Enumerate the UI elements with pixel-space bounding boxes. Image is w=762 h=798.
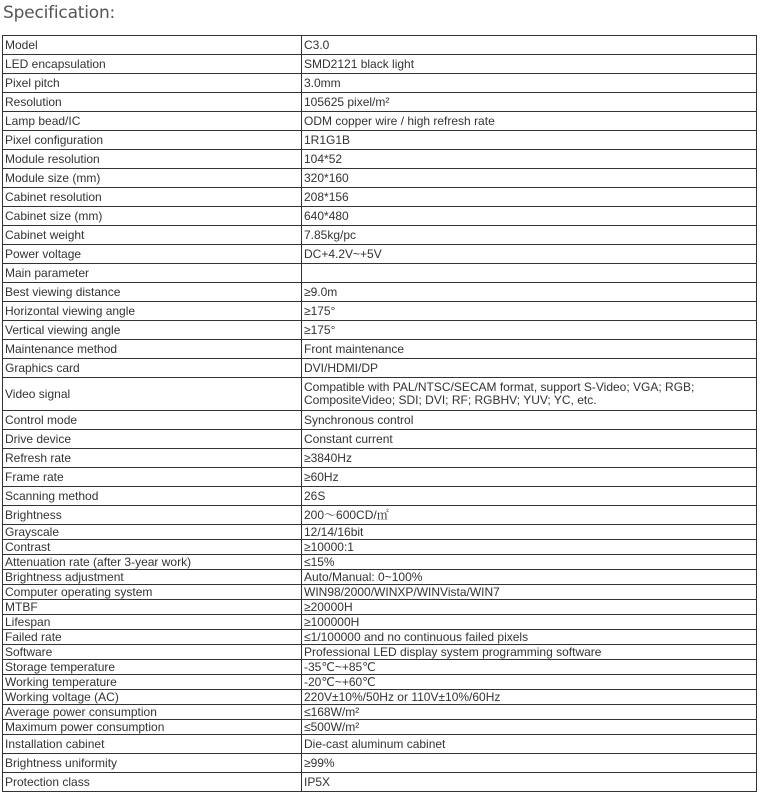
table-row: [3, 705, 757, 720]
spec-label: Maintenance method: [3, 340, 302, 359]
spec-value: ≥60Hz: [302, 468, 757, 487]
table-row: [3, 645, 757, 660]
spec-label: Cabinet resolution: [3, 188, 302, 207]
spec-label: Installation cabinet: [3, 735, 302, 754]
table-row: [3, 430, 757, 449]
spec-label: Power voltage: [3, 245, 302, 264]
table-row: [3, 773, 757, 792]
spec-value: 105625 pixel/m²: [302, 93, 757, 112]
spec-label: LED encapsulation: [3, 55, 302, 74]
table-row: [3, 615, 757, 630]
table-row: [3, 226, 757, 245]
spec-label: Drive device: [3, 430, 302, 449]
spec-label: Software: [3, 645, 302, 660]
table-row: [3, 74, 757, 93]
table-row: [3, 150, 757, 169]
table-row: [3, 112, 757, 131]
spec-value: [302, 264, 757, 283]
spec-label: Cabinet weight: [3, 226, 302, 245]
spec-value: Auto/Manual: 0~100%: [302, 570, 757, 585]
table-row: [3, 188, 757, 207]
table-row: [3, 131, 757, 150]
table-row: [3, 570, 757, 585]
spec-value: ≥9.0m: [302, 283, 757, 302]
spec-label: Pixel pitch: [3, 74, 302, 93]
spec-value: Synchronous control: [302, 411, 757, 430]
table-row: [3, 630, 757, 645]
spec-value: 1R1G1B: [302, 131, 757, 150]
spec-value: Compatible with PAL/NTSC/SECAM format, support S-Video; VGA; RGB; CompositeVideo; SDI; DVI; RF; RGBHV; YUV; YC, etc.: [302, 378, 757, 411]
table-row: [3, 321, 757, 340]
spec-value: ≥99%: [302, 754, 757, 773]
spec-value: -35℃~+85℃: [302, 660, 757, 675]
spec-value: 320*160: [302, 169, 757, 188]
spec-value: ≤500W/m²: [302, 720, 757, 735]
spec-value: 26S: [302, 487, 757, 506]
spec-value: 640*480: [302, 207, 757, 226]
table-row: [3, 264, 757, 283]
table-row: [3, 449, 757, 468]
table-row: [3, 600, 757, 615]
table-row: [3, 585, 757, 600]
spec-value: Constant current: [302, 430, 757, 449]
spec-value: 104*52: [302, 150, 757, 169]
spec-value: 208*156: [302, 188, 757, 207]
spec-label: Working temperature: [3, 675, 302, 690]
spec-label: Horizontal viewing angle: [3, 302, 302, 321]
spec-label: Maximum power consumption: [3, 720, 302, 735]
spec-value: 3.0mm: [302, 74, 757, 93]
table-row: [3, 207, 757, 226]
table-row: [3, 411, 757, 430]
spec-value: Professional LED display system programming software: [302, 645, 757, 660]
table-row: [3, 525, 757, 540]
specification-table-body: [3, 36, 757, 792]
spec-value: -20℃~+60℃: [302, 675, 757, 690]
spec-label: Graphics card: [3, 359, 302, 378]
table-row: [3, 487, 757, 506]
spec-value: ≤1/100000 and no continuous failed pixels: [302, 630, 757, 645]
spec-label: Frame rate: [3, 468, 302, 487]
spec-value: ≥175°: [302, 321, 757, 340]
spec-value: Front maintenance: [302, 340, 757, 359]
table-row: [3, 506, 757, 525]
spec-value: WIN98/2000/WINXP/WINVista/WIN7: [302, 585, 757, 600]
table-row: [3, 754, 757, 773]
spec-label: Grayscale: [3, 525, 302, 540]
spec-value: ≥20000H: [302, 600, 757, 615]
spec-label: MTBF: [3, 600, 302, 615]
spec-label: Vertical viewing angle: [3, 321, 302, 340]
table-row: [3, 690, 757, 705]
spec-value: ≤168W/m²: [302, 705, 757, 720]
specification-table: [2, 35, 757, 792]
spec-value: ≥175°: [302, 302, 757, 321]
spec-label: Attenuation rate (after 3-year work): [3, 555, 302, 570]
spec-value: C3.0: [302, 36, 757, 55]
spec-label: Lifespan: [3, 615, 302, 630]
spec-label: Control mode: [3, 411, 302, 430]
table-row: [3, 340, 757, 359]
spec-value: SMD2121 black light: [302, 55, 757, 74]
spec-label: Video signal: [3, 378, 302, 411]
table-row: [3, 55, 757, 74]
table-row: [3, 283, 757, 302]
table-row: [3, 660, 757, 675]
spec-value: 12/14/16bit: [302, 525, 757, 540]
spec-label: Refresh rate: [3, 449, 302, 468]
page-title: Specification:: [3, 3, 116, 23]
table-row: [3, 302, 757, 321]
spec-label: Module size (mm): [3, 169, 302, 188]
spec-value: ≥100000H: [302, 615, 757, 630]
table-row: [3, 36, 757, 55]
table-row: [3, 378, 757, 411]
table-row: [3, 468, 757, 487]
spec-label: Computer operating system: [3, 585, 302, 600]
spec-value: ≥10000:1: [302, 540, 757, 555]
table-row: [3, 93, 757, 112]
spec-value: ≥3840Hz: [302, 449, 757, 468]
spec-label: Model: [3, 36, 302, 55]
spec-label: Lamp bead/IC: [3, 112, 302, 131]
spec-value: Die-cast aluminum cabinet: [302, 735, 757, 754]
spec-label: Resolution: [3, 93, 302, 112]
spec-value: ≤15%: [302, 555, 757, 570]
spec-label: Scanning method: [3, 487, 302, 506]
spec-label: Brightness: [3, 506, 302, 525]
table-row: [3, 245, 757, 264]
spec-value: DVI/HDMI/DP: [302, 359, 757, 378]
spec-label: Main parameter: [3, 264, 302, 283]
spec-value: DC+4.2V~+5V: [302, 245, 757, 264]
spec-value: IP5X: [302, 773, 757, 792]
spec-label: Brightness adjustment: [3, 570, 302, 585]
spec-value: 220V±10%/50Hz or 110V±10%/60Hz: [302, 690, 757, 705]
spec-label: Average power consumption: [3, 705, 302, 720]
table-row: [3, 735, 757, 754]
spec-label: Best viewing distance: [3, 283, 302, 302]
table-row: [3, 169, 757, 188]
table-row: [3, 720, 757, 735]
table-row: [3, 675, 757, 690]
spec-value: 200～600CD/㎡: [302, 506, 757, 525]
spec-label: Working voltage (AC): [3, 690, 302, 705]
spec-label: Cabinet size (mm): [3, 207, 302, 226]
spec-label: Contrast: [3, 540, 302, 555]
spec-label: Brightness uniformity: [3, 754, 302, 773]
spec-label: Storage temperature: [3, 660, 302, 675]
spec-value: 7.85kg/pc: [302, 226, 757, 245]
table-row: [3, 555, 757, 570]
spec-label: Module resolution: [3, 150, 302, 169]
spec-label: Protection class: [3, 773, 302, 792]
table-row: [3, 359, 757, 378]
table-row: [3, 540, 757, 555]
spec-label: Pixel configuration: [3, 131, 302, 150]
spec-value: ODM copper wire / high refresh rate: [302, 112, 757, 131]
spec-label: Failed rate: [3, 630, 302, 645]
